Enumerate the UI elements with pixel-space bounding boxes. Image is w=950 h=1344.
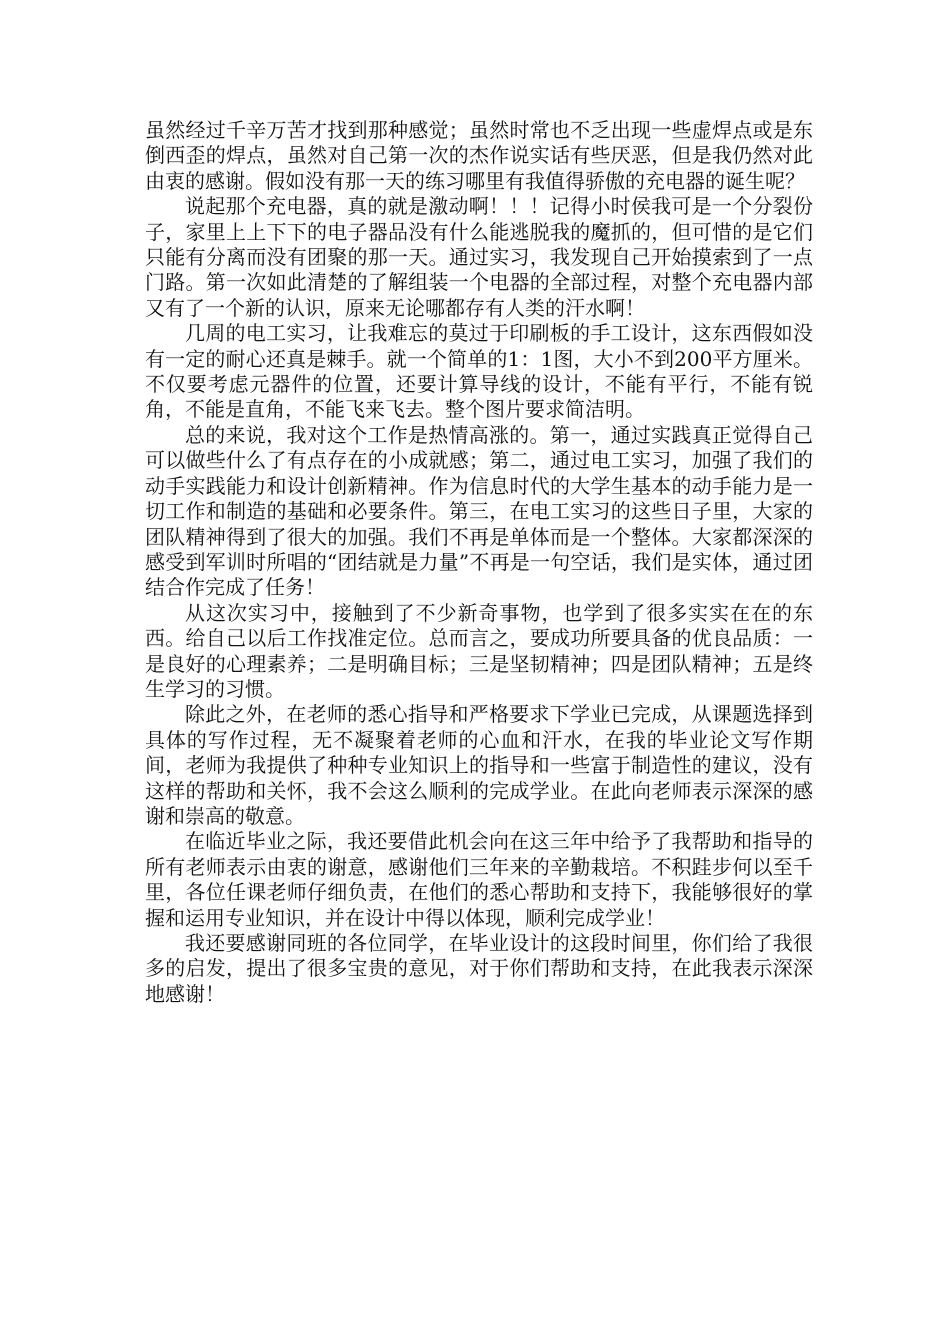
paragraph-4: 总的来说，我对这个工作是热情高涨的。第一，通过实践真正觉得自己可以做些什么了有点存在的小成就感；第二，通过电工实习，加强了我们的动手实践能力和设计创新精神。作为信息时代的大学生基本的动手能力是一切工作和制造的基础和必要条件。第三，在电工实习的这些日子里，大家的团队精神得到了很大的加强。我们不再是单体而是一个整体。大家都深深的感受到军训时所唱的“团结就是力量”不再是一句空话，我们是实体，通过团结合作完成了任务！ — [145, 422, 813, 600]
paragraph-6: 除此之外，在老师的悉心指导和严格要求下学业已完成，从课题选择到具体的写作过程，无不凝聚着老师的心血和汗水，在我的毕业论文写作期间，老师为我提供了种种专业知识上的指导和一些富于制造性的建议，没有这样的帮助和关怀，我不会这么顺利的完成学业。在此向老师表示深深的感谢和崇高的敬意。 — [145, 702, 813, 828]
paragraph-5: 从这次实习中，接触到了不少新奇事物，也学到了很多实实在在的东西。给自己以后工作找准定位。总而言之，要成功所要具备的优良品质：一是良好的心理素养；二是明确目标；三是坚韧精神；四是团队精神；五是终生学习的习惯。 — [145, 600, 813, 701]
paragraph-3: 几周的电工实习，让我难忘的莫过于印刷板的手工设计，这东西假如没有一定的耐心还真是棘手。就一个简单的1：1图，大小不到200平方厘米。不仅要考虑元器件的位置，还要计算导线的设计，不能有平行，不能有锐角，不能是直角，不能飞来飞去。整个图片要求简洁明。 — [145, 321, 813, 422]
document-body — [145, 118, 813, 1007]
paragraph-7: 在临近毕业之际，我还要借此机会向在这三年中给予了我帮助和指导的所有老师表示由衷的谢意，感谢他们三年来的辛勤栽培。不积跬步何以至千里，各位任课老师仔细负责，在他们的悉心帮助和支持下，我能够很好的掌握和运用专业知识，并在设计中得以体现，顺利完成学业！ — [145, 829, 813, 930]
paragraph-2: 说起那个充电器，真的就是激动啊！！！记得小时侯我可是一个分裂份子，家里上上下下的电子器品没有什么能逃脱我的魔抓的，但可惜的是它们只能有分离而没有团聚的那一天。通过实习，我发现自己开始摸索到了一点门路。第一次如此清楚的了解组装一个电器的全部过程，对整个充电器内部又有了一个新的认识，原来无论哪都存有人类的汗水啊！ — [145, 194, 813, 320]
paragraph-8: 我还要感谢同班的各位同学，在毕业设计的这段时间里，你们给了我很多的启发，提出了很多宝贵的意见，对于你们帮助和支持，在此我表示深深地感谢！ — [145, 931, 813, 1006]
paragraph-1: 虽然经过千辛万苦才找到那种感觉；虽然时常也不乏出现一些虚焊点或是东倒西歪的焊点，虽然对自己第一次的杰作说实话有些厌恶，但是我仍然对此由衷的感谢。假如没有那一天的练习哪里有我值得骄傲的充电器的诞生呢？ — [145, 118, 813, 193]
